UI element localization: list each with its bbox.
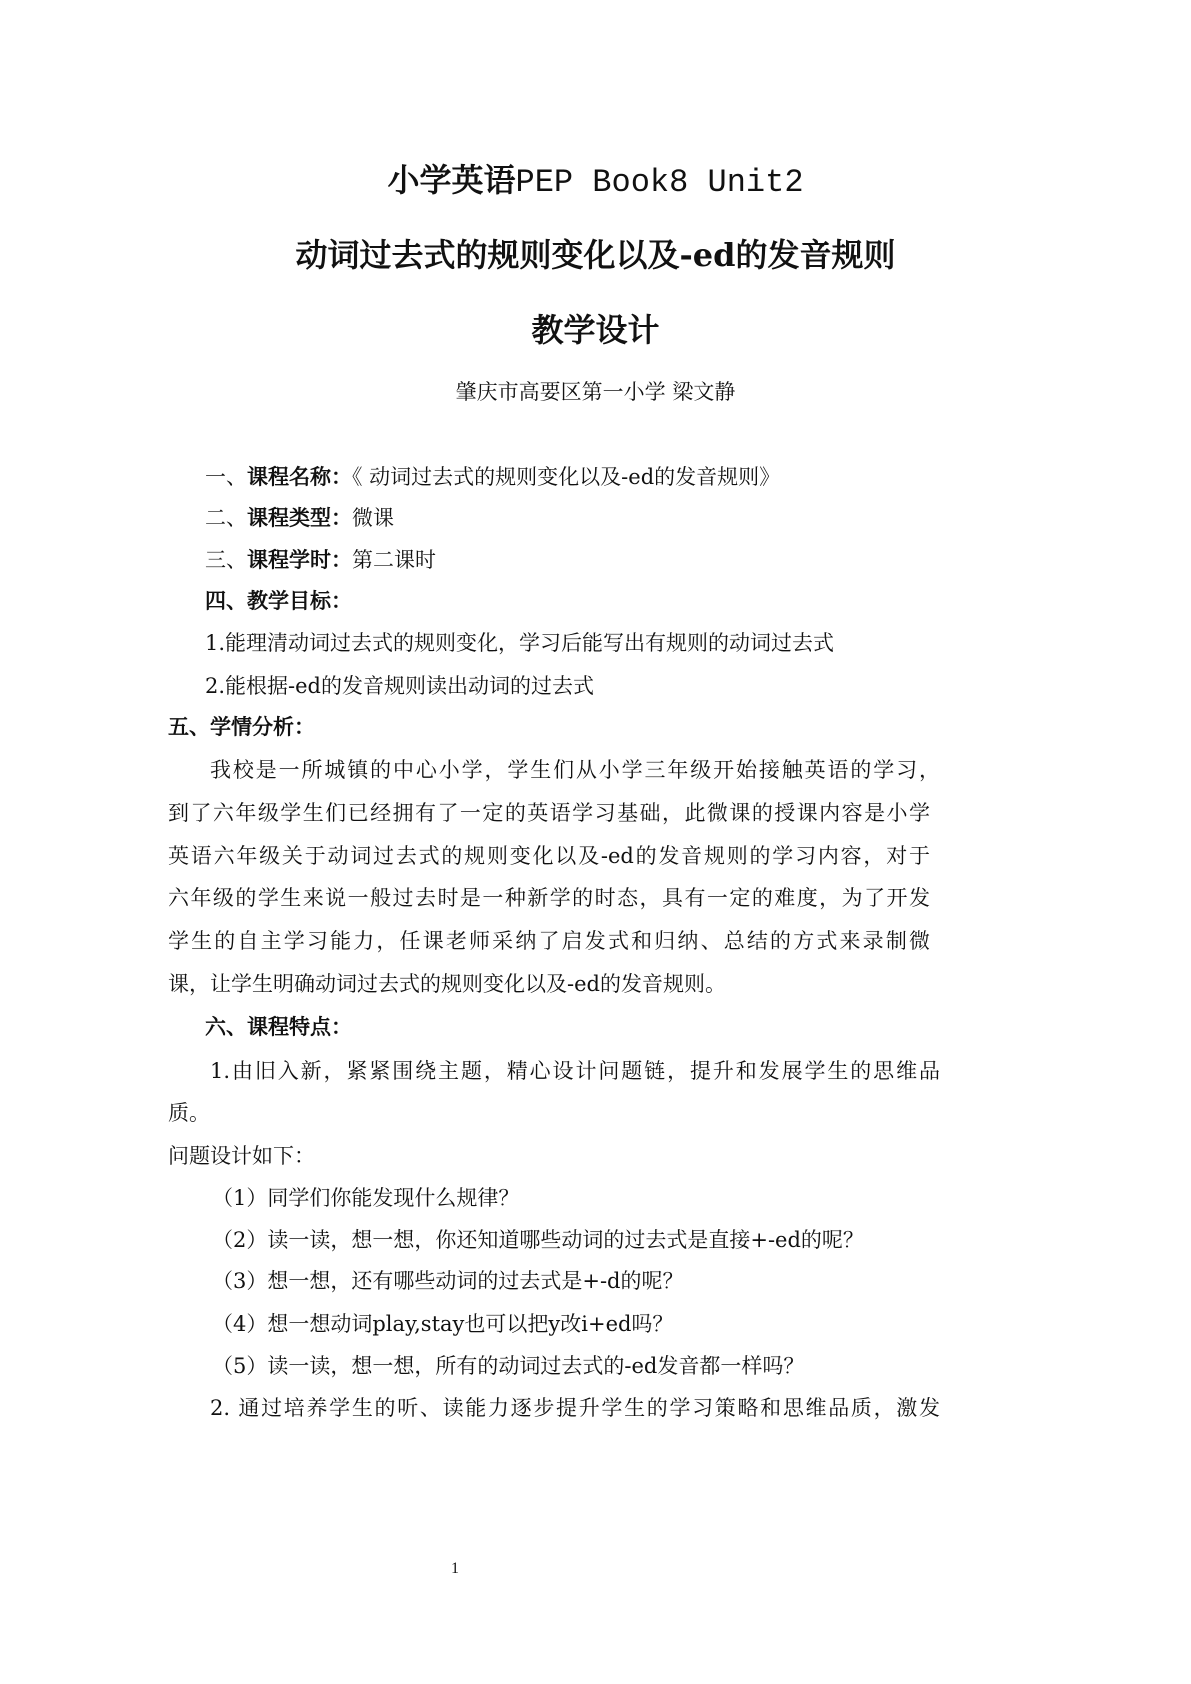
section-value: 第二课时 — [352, 548, 436, 572]
section-label: 课程名称： — [247, 465, 352, 489]
section-teaching-goals-heading: 四、教学目标： — [205, 589, 352, 613]
feature-point-2: 2. 通过培养学生的听、读能力逐步提升学生的学习策略和思维品质，激发 — [210, 1396, 940, 1420]
section-number: 三、 — [205, 548, 247, 572]
feature-point-1-line-2: 质。 — [168, 1101, 210, 1125]
paragraph-line: 英语六年级关于动词过去式的规则变化以及-ed的发音规则的学习内容，对于 — [168, 844, 930, 868]
section-number: 二、 — [205, 506, 247, 530]
teaching-goal-item: 2.能根据-ed的发音规则读出动词的过去式 — [205, 674, 595, 698]
section-value: 微课 — [352, 506, 394, 530]
question-item: （1）同学们你能发现什么规律？ — [212, 1186, 520, 1210]
section-course-type — [205, 505, 394, 531]
section-number: 一、 — [205, 465, 247, 489]
question-item: （2）读一读，想一想，你还知道哪些动词的过去式是直接+-ed的呢？ — [212, 1228, 864, 1252]
title-en: PEP Book8 Unit2 — [515, 164, 804, 201]
title-cn: 小学英语 — [387, 161, 516, 199]
paragraph-line: 到了六年级学生们已经拥有了一定的英语学习基础，此微课的授课内容是小学 — [168, 801, 930, 825]
section-course-hours — [205, 547, 436, 573]
title-line-2: 动词过去式的规则变化以及-ed的发音规则 — [295, 236, 896, 274]
feature-point-1-line-1: 1.由旧入新，紧紧围绕主题，精心设计问题链，提升和发展学生的思维品 — [210, 1059, 940, 1083]
section-learner-analysis-heading: 五、学情分析： — [168, 715, 315, 739]
paragraph-line: 课，让学生明确动词过去式的规则变化以及-ed的发音规则。 — [168, 972, 726, 996]
section-label: 课程类型： — [247, 506, 352, 530]
section-course-name — [205, 464, 780, 490]
question-item: （3）想一想，还有哪些动词的过去式是+-d的呢？ — [212, 1269, 684, 1293]
questions-intro: 问题设计如下： — [168, 1144, 315, 1168]
paragraph-line: 学生的自主学习能力，任课老师采纳了启发式和归纳、总结的方式来录制微 — [168, 929, 930, 953]
title-line-1 — [0, 160, 1191, 203]
question-item: （5）读一读，想一想，所有的动词过去式的-ed发音都一样吗？ — [212, 1354, 805, 1378]
section-label: 课程学时： — [247, 548, 352, 572]
paragraph-line: 我校是一所城镇的中心小学，学生们从小学三年级开始接触英语的学习， — [210, 758, 940, 782]
section-features-heading: 六、课程特点： — [205, 1015, 352, 1039]
section-value: 《 动词过去式的规则变化以及-ed的发音规则》 — [352, 465, 781, 489]
question-item: （4）想一想动词play,stay也可以把y改i+ed吗？ — [212, 1312, 674, 1336]
page-number: 1 — [451, 1560, 459, 1577]
teaching-goal-item: 1.能理清动词过去式的规则变化，学习后能写出有规则的动词过去式 — [205, 631, 835, 655]
title-line-3: 教学设计 — [531, 311, 660, 349]
paragraph-line: 六年级的学生来说一般过去时是一种新学的时态，具有一定的难度，为了开发 — [168, 886, 930, 910]
author-line: 肇庆市高要区第一小学 梁文静 — [455, 380, 736, 404]
